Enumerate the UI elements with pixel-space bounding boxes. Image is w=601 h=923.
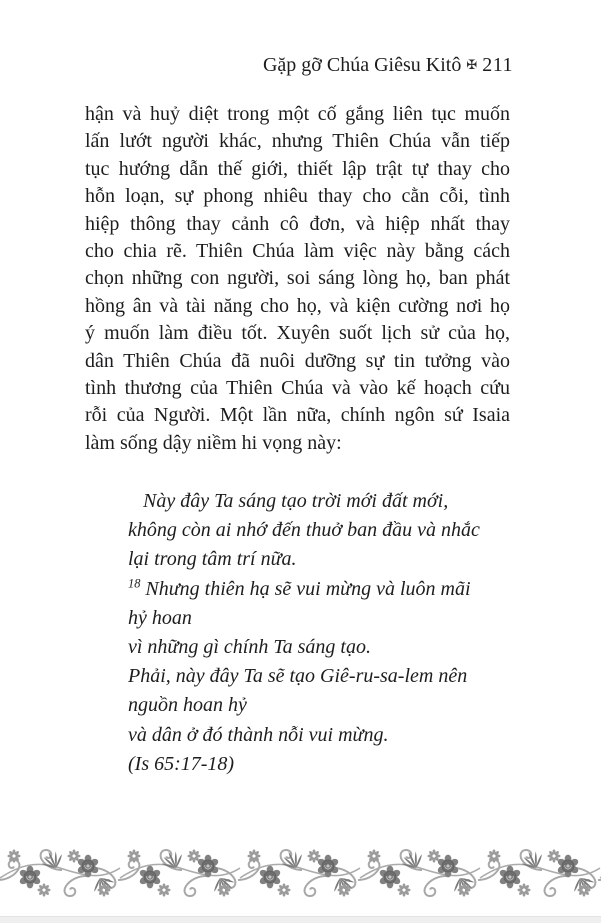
body-line: ý muốn làm điều tốt. Xuyên suốt lịch sử của họ, [85, 322, 510, 345]
quote-line: nguồn hoan hỷ [128, 694, 247, 717]
running-title: Gặp gỡ Chúa Giêsu Kitô [262, 54, 462, 76]
quote-line: Phải, này đây Ta sẽ tạo Giê-ru-sa-lem nên [128, 665, 468, 688]
body-line: hồng ân và tài năng cho họ, và kiện cường nơi họ [85, 294, 510, 317]
body-line: rỗi của Người. Một lần nữa, chính ngôn sứ Isaia [85, 404, 510, 427]
scripture-citation: (Is 65:17-18) [128, 752, 235, 775]
page-number: 211 [482, 54, 513, 76]
body-line: dân Thiên Chúa đã nuôi dưỡng sự tin tưởng vào [85, 349, 510, 372]
quote-line: hỷ hoan [128, 606, 192, 629]
floral-border-ornament [0, 846, 601, 900]
body-line: tục hướng dẫn thế giới, thiết lập trật tự thay cho [85, 157, 510, 180]
body-line: lấn lướt người khác, nhưng Thiên Chúa vẫn tiếp [85, 130, 510, 153]
verse-number: 18 [128, 575, 141, 590]
body-line: tình thương của Thiên Chúa và vào kế hoạch cứu [85, 377, 510, 400]
body-line: hận và huỷ diệt trong một cố gắng liên tục muốn [85, 103, 510, 125]
body-line: hiệp thông thay cảnh cô đơn, và hiệp nhất thay [85, 212, 510, 235]
body-line: chọn những con người, soi sáng lòng họ, ban phát [85, 267, 510, 290]
body-line: làm sống dậy niềm hi vọng này: [85, 431, 342, 454]
quote-line [128, 575, 518, 604]
quote-line-text: Nhưng thiên hạ sẽ vui mừng và luôn mãi [145, 577, 471, 600]
scripture-quote [128, 487, 518, 779]
quote-line: lại trong tâm trí nữa. [128, 548, 297, 571]
maltese-cross-icon: ✠ [466, 58, 478, 73]
body-line: cho chia rẽ. Thiên Chúa làm việc này bằng cách [85, 240, 510, 263]
quote-line: và dân ở đó thành nỗi vui mừng. [128, 723, 389, 746]
running-head [85, 52, 513, 81]
body-paragraph [85, 101, 510, 457]
page-bottom-strip [0, 916, 601, 923]
quote-line: vì những gì chính Ta sáng tạo. [128, 636, 371, 659]
quote-line: không còn ai nhớ đến thuở ban đầu và nhắc [128, 519, 480, 542]
body-line: hỗn loạn, sự phong nhiêu thay cho cằn cỗi, tình [85, 185, 510, 208]
quote-line: Này đây Ta sáng tạo trời mới đất mới, [143, 490, 449, 512]
